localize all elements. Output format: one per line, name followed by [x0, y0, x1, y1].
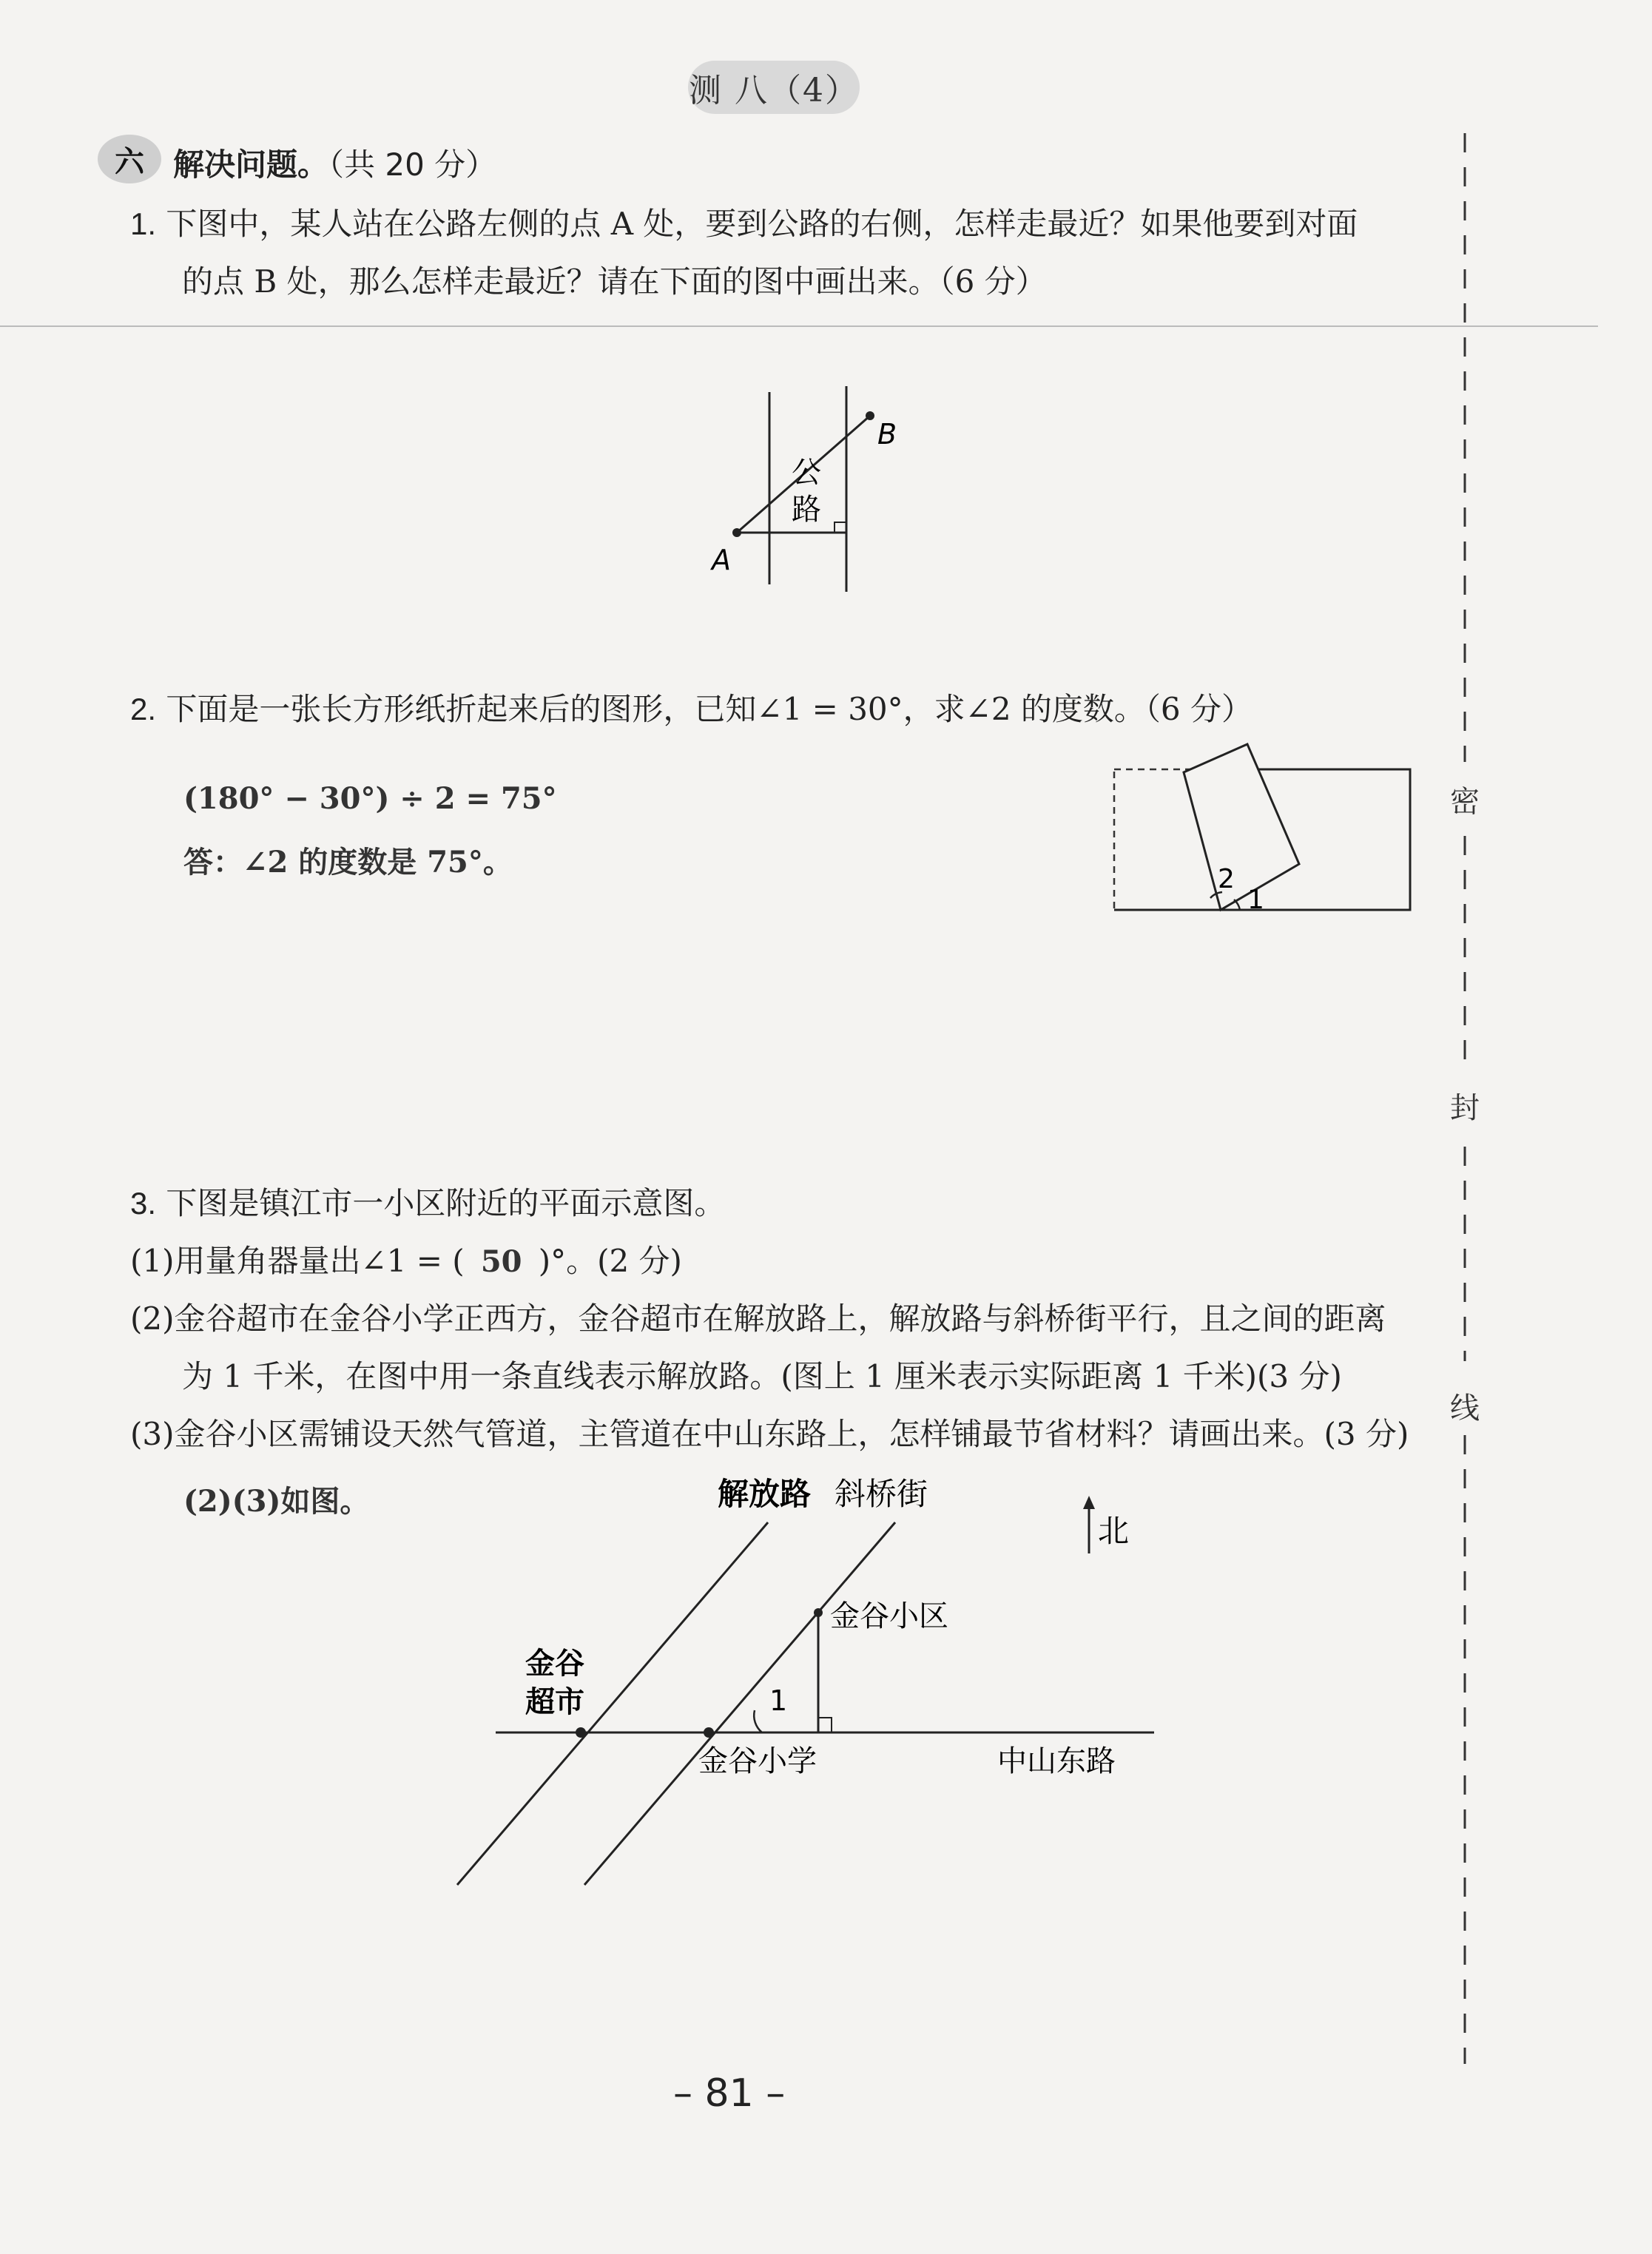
community-dot — [814, 1608, 823, 1617]
road-label-char2: 路 — [792, 493, 821, 527]
point-a-label: A — [712, 544, 731, 576]
q3-sub1-answer: 50 — [480, 1244, 522, 1279]
point-b-dot — [866, 411, 874, 420]
q3-intro: 下图是镇江市一小区附近的平面示意图。 — [166, 1185, 726, 1221]
pipe-right-angle-mark — [818, 1718, 832, 1732]
point-a-dot — [732, 528, 741, 537]
community-label: 金谷小区 — [830, 1599, 948, 1633]
q1-number: 1. — [130, 206, 157, 241]
angle1-arc — [754, 1710, 762, 1732]
q2-answer-calculation: (180° − 30°) ÷ 2 = 75° — [183, 781, 557, 816]
scan-divider-line — [0, 325, 1598, 327]
q2-folded-paper-figure — [1102, 732, 1435, 932]
right-angle-mark — [835, 522, 846, 533]
school-label: 金谷小学 — [698, 1744, 817, 1778]
page-number: – 81 – — [673, 2071, 786, 2116]
q1-line1 — [130, 195, 1358, 253]
q3-answer: (2)(3)如图。 — [183, 1484, 370, 1519]
q3-intro-line — [130, 1175, 725, 1232]
q3-sub1-prefix: (1)用量角器量出∠1 = ( — [130, 1243, 465, 1279]
q3-sub3: (3)金谷小区需铺设天然气管道，主管道在中山东路上，怎样铺最节省材料？请画出来。(3 分) — [130, 1416, 1409, 1452]
xieqiao-street-label: 斜桥街 — [835, 1476, 928, 1512]
section-title-text: 解决问题。 — [173, 146, 329, 183]
q3-sub1-suffix: )°。(2 分) — [538, 1243, 682, 1279]
q3-map-figure — [444, 1465, 1184, 1894]
angle2-label: 2 — [1218, 864, 1235, 894]
xieqiao-street-line — [584, 1522, 895, 1885]
market-dot — [576, 1727, 586, 1738]
north-label: 北 — [1098, 1513, 1130, 1549]
q3-sub1 — [130, 1232, 682, 1291]
jiefang-road-label: 解放路 — [718, 1476, 812, 1512]
seal-label-mi: 密 — [1450, 785, 1480, 819]
section-points: （共 20 分） — [328, 146, 497, 183]
market-label-line1: 金谷 — [525, 1647, 584, 1681]
jiefang-road-line — [457, 1522, 768, 1885]
section-title — [173, 141, 496, 185]
road-label-char1: 公 — [792, 456, 821, 490]
school-dot — [704, 1727, 714, 1738]
market-label-line2: 超市 — [525, 1685, 584, 1719]
seal-label-xian: 线 — [1450, 1391, 1480, 1425]
q2-number: 2. — [130, 692, 157, 726]
map-angle1-label: 1 — [769, 1684, 788, 1717]
q1-text-line2: 的点 B 处，那么怎样走最近？请在下面的图中画出来。（6 分） — [182, 263, 1047, 300]
q2-line — [130, 681, 1253, 738]
north-arrow-head — [1083, 1496, 1095, 1509]
q1-text-line1: 下图中，某人站在公路左侧的点 A 处，要到公路的右侧，怎样走最近？如果他要到对面 — [166, 206, 1358, 242]
point-b-label: B — [877, 418, 897, 451]
q2-text: 下面是一张长方形纸折起来后的图形，已知∠1 = 30°，求∠2 的度数。（6 分） — [166, 691, 1253, 727]
q3-number: 3. — [130, 1186, 157, 1221]
q1-road-figure — [666, 370, 947, 614]
test-title-badge: 测 八（4） — [688, 61, 860, 114]
q3-sub2-line2: 为 1 千米，在图中用一条直线表示解放路。(图上 1 厘米表示实际距离 1 千米)(3 分) — [182, 1358, 1342, 1394]
angle1-label: 1 — [1247, 885, 1264, 915]
q2-answer-statement: 答：∠2 的度数是 75°。 — [183, 845, 513, 880]
zhongshan-road-label: 中山东路 — [997, 1744, 1116, 1778]
q3-sub2-line1: (2)金谷超市在金谷小学正西方，金谷超市在解放路上，解放路与斜桥街平行，且之间的距离 — [130, 1300, 1386, 1337]
section-number-badge: 六 — [98, 135, 161, 183]
seal-label-feng: 封 — [1450, 1091, 1480, 1125]
